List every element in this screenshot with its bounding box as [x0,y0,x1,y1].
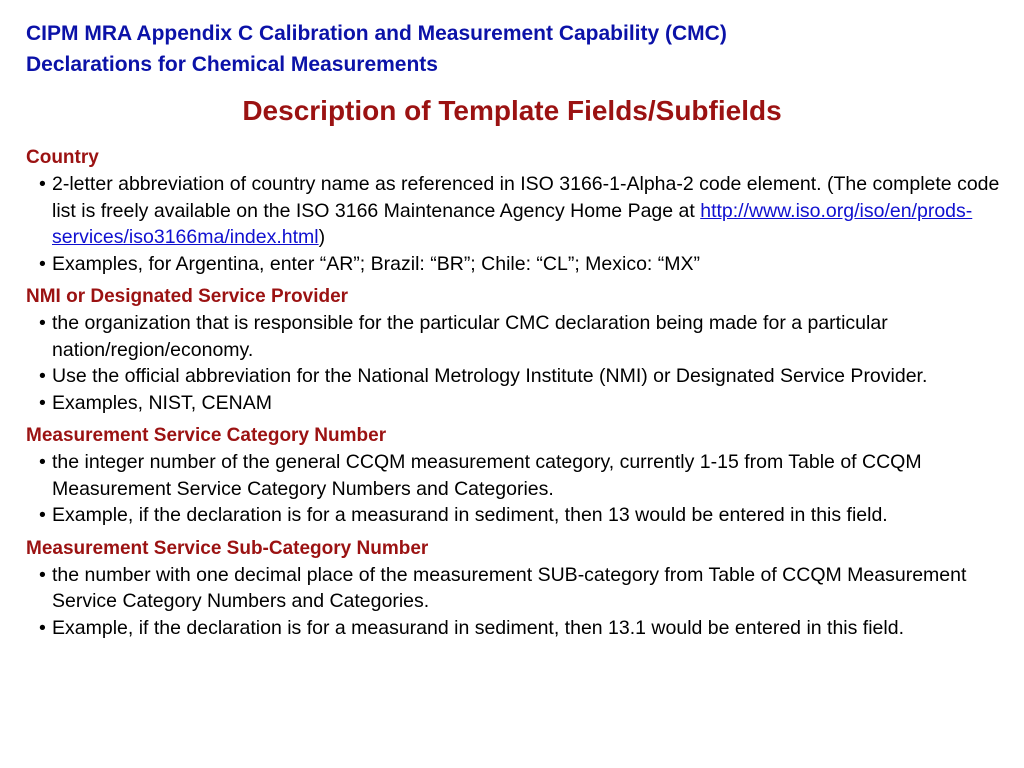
bullet-item [26,310,1001,363]
bullet-text: the number with one decimal place of the measurement SUB-category from Table of CCQM Measurement Service Category Numbers and Categories. [52,563,967,612]
bullet-list [26,562,1001,642]
bullet-list [26,171,1001,277]
bullet-text: Example, if the declaration is for a measurand in sediment, then 13 would be entered in this field. [52,504,888,526]
section-country [26,145,1001,277]
bullet-text: Examples, for Argentina, enter “AR”; Brazil: “BR”; Chile: “CL”; Mexico: “MX” [52,252,701,275]
bullet-list [26,310,1001,416]
bullet-item [26,502,1001,529]
section-title: Measurement Service Category Number [26,425,387,446]
bullet-item [26,615,1001,642]
bullet-icon: • [39,312,46,334]
section-sub-category-number [26,536,1001,642]
bullet-icon: • [39,252,46,275]
bullet-icon: • [39,365,46,387]
section-title: NMI or Designated Service Provider [26,286,349,307]
bullet-icon: • [39,616,46,639]
section-nmi [26,284,1001,416]
bullet-icon: • [39,563,46,586]
slide-subtitle: Description of Template Fields/Subfields [242,95,782,126]
bullet-icon: • [39,504,46,526]
bullet-text: the integer number of the general CCQM measurement category, currently 1-15 from Table of CCQM Measurement Service Category Numbers and Categories. [52,451,922,500]
bullet-icon: • [39,451,46,473]
bullet-list [26,449,1001,529]
slide-header [26,18,1006,80]
bullet-text: Use the official abbreviation for the National Metrology Institute (NMI) or Designated Service Provider. [52,365,928,387]
bullet-item [26,251,1001,278]
bullet-icon: • [39,173,46,195]
content-area [26,145,1001,648]
bullet-item [26,449,1001,502]
bullet-text: 2-letter abbreviation of country name as referenced in ISO 3166-1-Alpha-2 code element. (The complete code list is freely available on the ISO 3166 Maintenance Agency Home Page at [52,173,1000,222]
bullet-icon: • [39,391,46,414]
section-category-number [26,423,1001,529]
bullet-text: Examples, NIST, CENAM [52,391,272,414]
bullet-item [26,562,1001,615]
bullet-text: Example, if the declaration is for a measurand in sediment, then 13.1 would be entered in this field. [52,616,904,639]
section-title: Measurement Service Sub-Category Number [26,537,429,559]
iso-3166-link[interactable]: http://www.iso.org/iso/en/prods-services/iso3166ma/index.html [52,199,973,248]
header-line-1: CIPM MRA Appendix C Calibration and Measurement Capability (CMC) [26,22,727,45]
bullet-text: the organization that is responsible for the particular CMC declaration being made for a particular nation/region/economy. [52,312,888,361]
bullet-item [26,171,1001,251]
bullet-item [26,363,1001,390]
section-title: Country [26,147,99,168]
bullet-text-end: ) [318,226,326,248]
bullet-item [26,390,1001,417]
header-line-2: Declarations for Chemical Measurements [26,53,438,76]
